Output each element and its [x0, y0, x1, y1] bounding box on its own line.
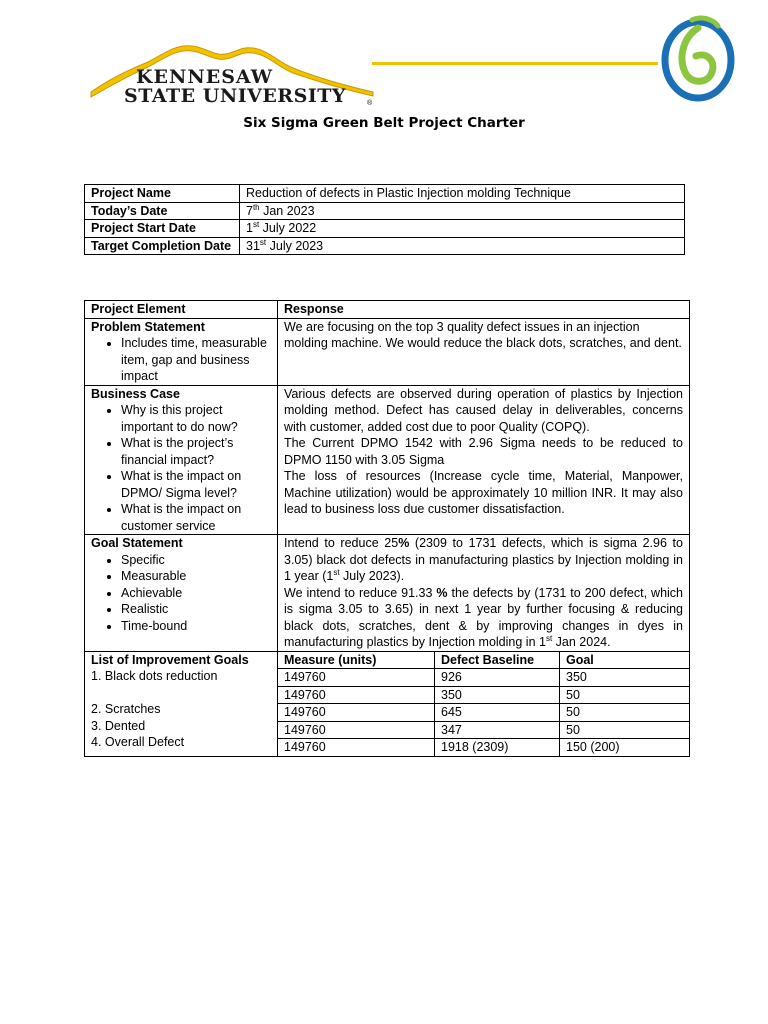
table-row [85, 220, 685, 238]
goal-value-cell: 50 [560, 721, 690, 739]
baseline-cell: 350 [435, 686, 560, 704]
university-line1: KENNESAW [136, 66, 274, 88]
goal-value-cell: 150 (200) [560, 739, 690, 757]
problem-response: We are focusing on the top 3 quality defect issues in an injection molding machine. We would reduce the black dots, scratches, and dent. [278, 318, 690, 385]
registered-mark: ® [367, 100, 373, 107]
goal-value-cell: 350 [560, 669, 690, 687]
measure-cell: 149760 [278, 704, 435, 722]
goal-response-p1: Intend to reduce 25% (2309 to 1731 defects, which is sigma 2.96 to 3.05) black dot defects in manufacturing plastics by Injection molding in 1 year (1st July 2023). [284, 536, 683, 583]
list-item: • Realistic [121, 601, 271, 618]
list-item: 3. Dented [91, 718, 146, 733]
goal-value-cell: 50 [560, 704, 690, 722]
list-item: • Includes time, measurable item, gap and business impact [121, 335, 271, 385]
target-date-value: 31st July 2023 [240, 237, 685, 255]
charter-table [84, 300, 690, 757]
project-name-label: Project Name [85, 185, 240, 203]
measure-cell: 149760 [278, 686, 435, 704]
table-row [85, 237, 685, 255]
page-header [0, 0, 768, 140]
problem-row [85, 318, 690, 385]
list-item: • Measurable [121, 568, 271, 585]
todays-date-value: 7th Jan 2023 [240, 202, 685, 220]
goal-response-p2: We intend to reduce 91.33 % the defects by (1731 to 200 defect, which is sigma 3.05 to 3.65) in next 1 year by further focusing & reducing black dots, scratches, dent & by improving changes in dyes in manufacturing plastics by Injection molding in 1st Jan 2024. [284, 585, 684, 649]
measure-cell: 149760 [278, 669, 435, 687]
improvement-header-row [85, 651, 690, 669]
goal-row [85, 535, 690, 652]
business-cell [85, 385, 278, 535]
goal-response [278, 535, 690, 652]
university-line2: STATE UNIVERSITY [124, 85, 346, 107]
list-item: • Why is this project important to do now? [121, 402, 271, 435]
goal-heading: Goal Statement [91, 536, 183, 550]
target-date-label: Target Completion Date [85, 237, 240, 255]
problem-cell [85, 318, 278, 385]
list-item: • What is the project’s financial impact? [121, 435, 271, 468]
document-title: Six Sigma Green Belt Project Charter [243, 115, 525, 131]
baseline-cell: 926 [435, 669, 560, 687]
table-header-row [85, 301, 690, 319]
list-item: • Time-bound [121, 618, 271, 635]
col-measure-header: Measure (units) [278, 651, 435, 669]
project-name-value: Reduction of defects in Plastic Injection molding Technique [240, 185, 685, 203]
problem-bullets [91, 335, 271, 385]
list-item [91, 685, 271, 702]
table-row [85, 202, 685, 220]
university-name [124, 68, 346, 106]
business-response-p2: The Current DPMO 1542 with 2.96 Sigma needs to be reduced to DPMO 1150 with 3.05 Sigma [284, 436, 683, 467]
business-response [278, 385, 690, 535]
header-rule [372, 62, 658, 65]
business-row [85, 385, 690, 535]
list-item: • Achievable [121, 585, 271, 602]
goal-bullets [91, 552, 271, 635]
baseline-cell: 645 [435, 704, 560, 722]
list-item: • What is the impact on DPMO/ Sigma level? [121, 468, 271, 501]
list-item: • Specific [121, 552, 271, 569]
goal-cell [85, 535, 278, 652]
col-goal-header: Goal [560, 651, 690, 669]
baseline-cell: 1918 (2309) [435, 739, 560, 757]
col-baseline-header: Defect Baseline [435, 651, 560, 669]
improvement-heading: List of Improvement Goals [91, 652, 249, 667]
business-bullets [91, 402, 271, 534]
goal-value-cell: 50 [560, 686, 690, 704]
business-response-p1: Various defects are observed during operation of plastics by Injection molding method. Defect has caused delay in deliverables, concerns with customer, added cost due to poor Quality (COPQ). [284, 386, 683, 434]
list-item: 2. Scratches [91, 702, 161, 716]
project-info-table [84, 184, 685, 255]
list-item: 1. Black dots reduction [91, 669, 218, 683]
baseline-cell: 347 [435, 721, 560, 739]
business-response-p3: The loss of resources (Increase cycle time, Material, Manpower, Machine utilization) would be approximately 10 million INR. It may also lead to business loss due customer dissatisfaction. [284, 469, 683, 516]
list-item: 4. Overall Defect [91, 735, 185, 749]
start-date-label: Project Start Date [85, 220, 240, 238]
measure-cell: 149760 [278, 739, 435, 757]
problem-heading: Problem Statement [91, 319, 205, 334]
six-sigma-logo [656, 14, 740, 104]
start-date-value: 1st July 2022 [240, 220, 685, 238]
improvement-cell [85, 651, 278, 756]
improvement-list [91, 668, 271, 751]
table-row [85, 185, 685, 203]
col-element-header: Project Element [85, 301, 278, 319]
business-heading: Business Case [91, 386, 180, 401]
todays-date-label: Today’s Date [85, 202, 240, 220]
col-response-header: Response [278, 301, 690, 319]
measure-cell: 149760 [278, 721, 435, 739]
list-item: • What is the impact on customer service [121, 501, 271, 534]
